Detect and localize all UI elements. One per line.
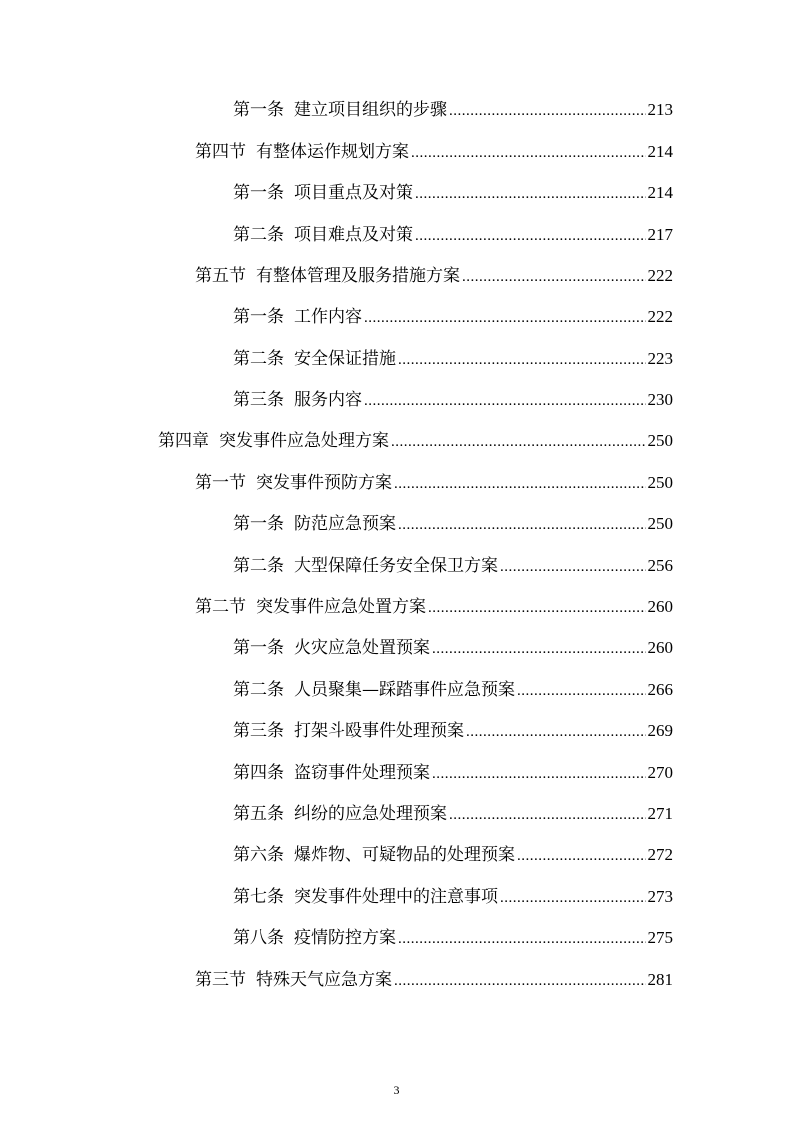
toc-entry-page: 256 xyxy=(647,556,673,575)
page-number: 3 xyxy=(393,1083,400,1097)
toc-leader-dots xyxy=(462,266,646,288)
toc-entry[interactable] xyxy=(233,306,673,329)
toc-entry[interactable] xyxy=(233,99,673,122)
toc-entry[interactable] xyxy=(233,762,673,785)
toc-entry-number: 第二条 xyxy=(233,680,284,700)
toc-entry-number: 第二条 xyxy=(233,225,284,245)
toc-leader-dots xyxy=(415,225,646,247)
toc-entry[interactable] xyxy=(233,555,673,578)
toc-entry-title: 突发事件预防方案 xyxy=(256,473,392,493)
toc-entry-page: 217 xyxy=(647,225,673,244)
toc-entry-title: 突发事件应急处置方案 xyxy=(256,597,426,617)
toc-entry-number: 第一条 xyxy=(233,514,284,534)
toc-entry-title: 建立项目组织的步骤 xyxy=(294,100,447,120)
toc-entry-title: 项目难点及对策 xyxy=(294,225,413,245)
toc-entry-page: 222 xyxy=(647,307,673,326)
toc-entry-title: 特殊天气应急方案 xyxy=(256,970,392,990)
toc-entry[interactable] xyxy=(233,844,673,867)
toc-entry[interactable] xyxy=(233,224,673,247)
toc-leader-dots xyxy=(394,970,646,992)
toc-leader-dots xyxy=(394,473,646,495)
toc-entry-title: 纠纷的应急处理预案 xyxy=(294,804,447,824)
toc-entry-number: 第五条 xyxy=(233,804,284,824)
toc-leader-dots xyxy=(398,928,646,950)
toc-entry-number: 第七条 xyxy=(233,887,284,907)
toc-leader-dots xyxy=(391,431,646,453)
toc-entry[interactable] xyxy=(195,596,673,619)
toc-entry-title: 工作内容 xyxy=(294,307,362,327)
toc-entry-number: 第四章 xyxy=(158,431,209,451)
toc-entry-number: 第一条 xyxy=(233,638,284,658)
toc-entry[interactable] xyxy=(233,348,673,371)
toc-entry-title: 爆炸物、可疑物品的处理预案 xyxy=(294,845,515,865)
toc-entry-page: 222 xyxy=(647,266,673,285)
toc-entry[interactable] xyxy=(233,803,673,826)
toc-entry-number: 第四条 xyxy=(233,763,284,783)
toc-entry-page: 266 xyxy=(647,680,673,699)
toc-entry-title: 突发事件处理中的注意事项 xyxy=(294,887,498,907)
toc-entry-page: 250 xyxy=(647,431,673,450)
toc-leader-dots xyxy=(398,514,646,536)
toc-entry-page: 214 xyxy=(647,183,673,202)
toc-entry-page: 223 xyxy=(647,349,673,368)
toc-entry-number: 第二条 xyxy=(233,556,284,576)
toc-entry-number: 第一节 xyxy=(195,473,246,493)
toc-entry[interactable] xyxy=(233,182,673,205)
toc-entry-page: 275 xyxy=(647,928,673,947)
toc-leader-dots xyxy=(428,597,646,619)
toc-entry-number: 第二节 xyxy=(195,597,246,617)
toc-entry[interactable] xyxy=(233,389,673,412)
toc-entry[interactable] xyxy=(195,472,673,495)
toc-leader-dots xyxy=(432,763,646,785)
toc-entry-page: 273 xyxy=(647,887,673,906)
toc-entry[interactable] xyxy=(195,265,673,288)
toc-entry-title: 有整体运作规划方案 xyxy=(256,142,409,162)
toc-entry[interactable] xyxy=(233,637,673,660)
toc-entry[interactable] xyxy=(233,513,673,536)
toc-entry-number: 第一条 xyxy=(233,307,284,327)
toc-entry-number: 第一条 xyxy=(233,100,284,120)
toc-leader-dots xyxy=(517,845,646,867)
toc-entry-title: 项目重点及对策 xyxy=(294,183,413,203)
toc-entry-number: 第三节 xyxy=(195,970,246,990)
toc-entry[interactable] xyxy=(233,679,673,702)
toc-entry[interactable] xyxy=(195,969,673,992)
toc-entry-page: 250 xyxy=(647,514,673,533)
toc-entry[interactable] xyxy=(195,141,673,164)
toc-entry-page: 272 xyxy=(647,845,673,864)
toc-leader-dots xyxy=(432,638,646,660)
toc-entry-title: 突发事件应急处理方案 xyxy=(219,431,389,451)
toc-entry-number: 第六条 xyxy=(233,845,284,865)
toc-entry-number: 第五节 xyxy=(195,266,246,286)
toc-entry-page: 230 xyxy=(647,390,673,409)
toc-entry-number: 第一条 xyxy=(233,183,284,203)
toc-entry-title: 人员聚集—踩踏事件应急预案 xyxy=(294,680,515,700)
toc-leader-dots xyxy=(500,887,646,909)
toc-entry-title: 安全保证措施 xyxy=(294,349,396,369)
toc-entry[interactable] xyxy=(233,927,673,950)
toc-entry-page: 281 xyxy=(647,970,673,989)
toc-entry-page: 271 xyxy=(647,804,673,823)
toc-entry-page: 214 xyxy=(647,142,673,161)
toc-leader-dots xyxy=(398,349,646,371)
toc-leader-dots xyxy=(517,680,646,702)
toc-entry-title: 盗窃事件处理预案 xyxy=(294,763,430,783)
toc-leader-dots xyxy=(449,804,646,826)
toc-entry[interactable] xyxy=(158,430,673,453)
toc-leader-dots xyxy=(364,307,646,329)
toc-entry-number: 第二条 xyxy=(233,349,284,369)
toc-leader-dots xyxy=(411,142,646,164)
toc-leader-dots xyxy=(500,556,646,578)
toc-entry-title: 大型保障任务安全保卫方案 xyxy=(294,556,498,576)
toc-entry-page: 260 xyxy=(647,638,673,657)
toc-entry-title: 疫情防控方案 xyxy=(294,928,396,948)
toc-leader-dots xyxy=(449,100,646,122)
toc-entry-title: 打架斗殴事件处理预案 xyxy=(294,721,464,741)
toc-entry-title: 有整体管理及服务措施方案 xyxy=(256,266,460,286)
toc-entry-page: 270 xyxy=(647,763,673,782)
toc-entry-page: 250 xyxy=(647,473,673,492)
toc-leader-dots xyxy=(466,721,646,743)
toc-entry-title: 火灾应急处置预案 xyxy=(294,638,430,658)
toc-entry-page: 213 xyxy=(647,100,673,119)
toc-entry-page: 260 xyxy=(647,597,673,616)
toc-entry-title: 服务内容 xyxy=(294,390,362,410)
toc-entry-number: 第三条 xyxy=(233,721,284,741)
toc-entry-page: 269 xyxy=(647,721,673,740)
toc-leader-dots xyxy=(415,183,646,205)
toc-entry[interactable] xyxy=(233,886,673,909)
toc-entry[interactable] xyxy=(233,720,673,743)
toc-entry-title: 防范应急预案 xyxy=(294,514,396,534)
toc-entry-number: 第三条 xyxy=(233,390,284,410)
toc-entry-number: 第八条 xyxy=(233,928,284,948)
toc-entry-number: 第四节 xyxy=(195,142,246,162)
toc-leader-dots xyxy=(364,390,646,412)
